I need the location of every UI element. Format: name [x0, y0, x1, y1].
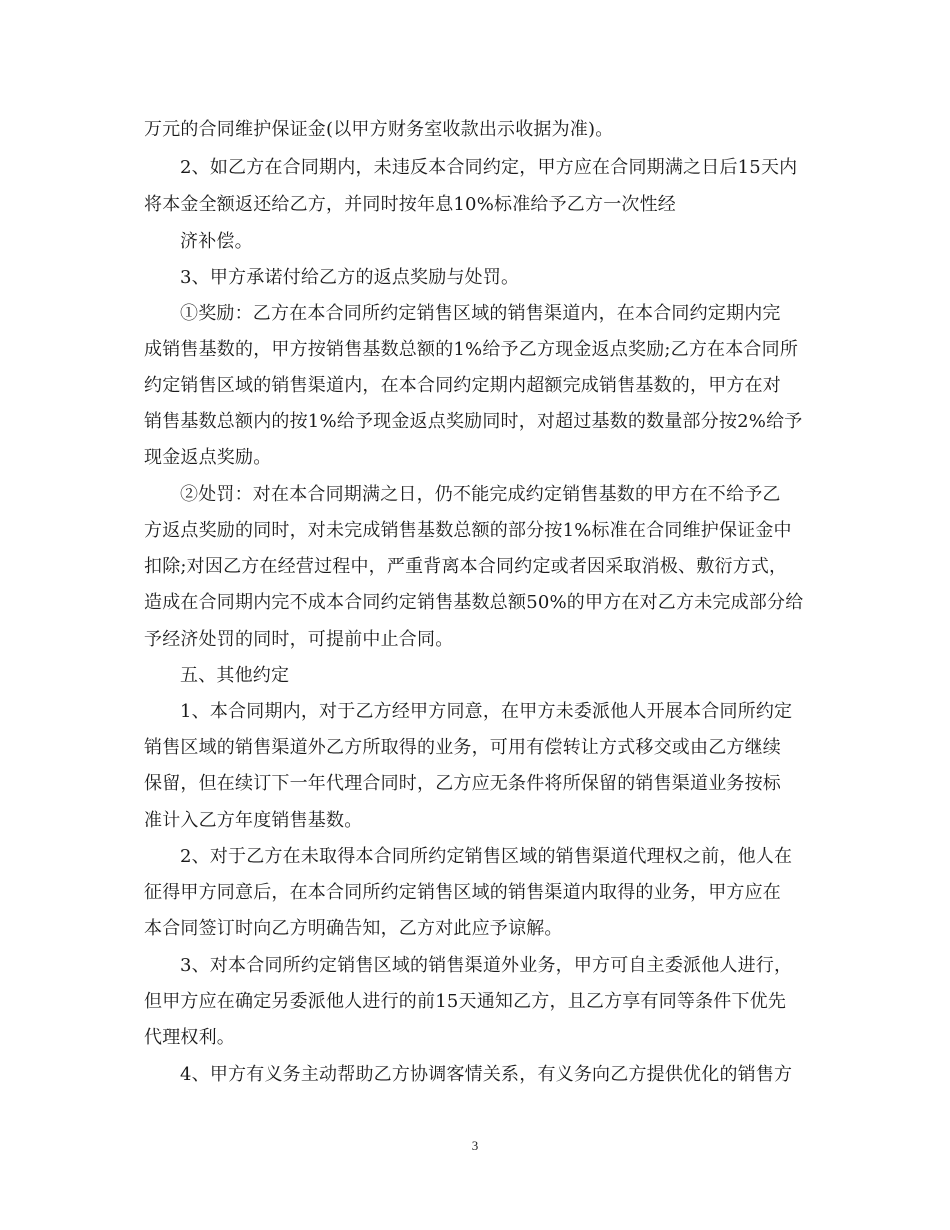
text-line: 将本金全额返还给乙方，并同时按年息10%标准给予乙方一次性经 [144, 194, 677, 215]
text-line: 造成在合同期内完不成本合同约定销售基数总额50%的甲方在对乙方未完成部分给 [144, 592, 804, 613]
text-line: 4、甲方有义务主动帮助乙方协调客情关系，有义务向乙方提供优化的销售方 [180, 1064, 793, 1085]
text-line: 准计入乙方年度销售基数。 [144, 810, 363, 831]
text-line: ①奖励：乙方在本合同所约定销售区域的销售渠道内，在本合同约定期内完 [180, 303, 781, 324]
text-line: 征得甲方同意后，在本合同所约定销售区域的销售渠道内取得的业务，甲方应在 [144, 882, 781, 903]
text-line: 现金返点奖励。 [144, 447, 272, 468]
text-line: 3、甲方承诺付给乙方的返点奖励与处罚。 [180, 267, 520, 288]
text-line: 代理权利。 [144, 1027, 235, 1048]
text-line: 但甲方应在确定另委派他人进行的前15天通知乙方，且乙方享有同等条件下优先 [144, 991, 787, 1012]
text-line: 本合同签订时向乙方明确告知，乙方对此应予谅解。 [144, 918, 563, 939]
text-line: 销售基数总额内的按1%给予现金返点奖励同时，对超过基数的数量部分按2%给予 [144, 411, 803, 432]
text-line: 方返点奖励的同时，对未完成销售基数总额的部分按1%标准在合同维护保证金中 [144, 520, 792, 541]
text-line: 2、如乙方在合同期内，未违反本合同约定，甲方应在合同期满之日后15天内 [180, 157, 798, 178]
text-line: 成销售基数的，甲方按销售基数总额的1%给予乙方现金返点奖励;乙方在本合同所 [144, 339, 799, 360]
text-line: 2、对于乙方在未取得本合同所约定销售区域的销售渠道代理权之前，他人在 [180, 846, 793, 867]
page-number: 3 [471, 1138, 479, 1153]
text-line: 保留，但在续订下一年代理合同时，乙方应无条件将所保留的销售渠道业务按标 [144, 773, 781, 794]
text-line: 万元的合同维护保证金(以甲方财务室收款出示收据为准)。 [144, 119, 614, 140]
text-line: 1、本合同期内，对于乙方经甲方同意，在甲方未委派他人开展本合同所约定 [180, 701, 793, 722]
text-line: 予经济处罚的同时，可提前中止合同。 [144, 629, 454, 650]
section-heading: 五、其他约定 [180, 665, 290, 686]
text-line: 销售区域的销售渠道外乙方所取得的业务，可用有偿转让方式移交或由乙方继续 [144, 737, 781, 758]
text-line: 3、对本合同所约定销售区域的销售渠道外业务，甲方可自主委派他人进行， [180, 955, 793, 976]
text-line: ②处罚：对在本合同期满之日，仍不能完成约定销售基数的甲方在不给予乙 [180, 484, 781, 505]
text-line: 约定销售区域的销售渠道内，在本合同约定期内超额完成销售基数的，甲方在对 [144, 375, 781, 396]
text-line: 济补偿。 [180, 231, 253, 252]
text-line: 扣除;对因乙方在经营过程中，严重背离本合同约定或者因采取消极、敷衍方式， [144, 556, 788, 577]
